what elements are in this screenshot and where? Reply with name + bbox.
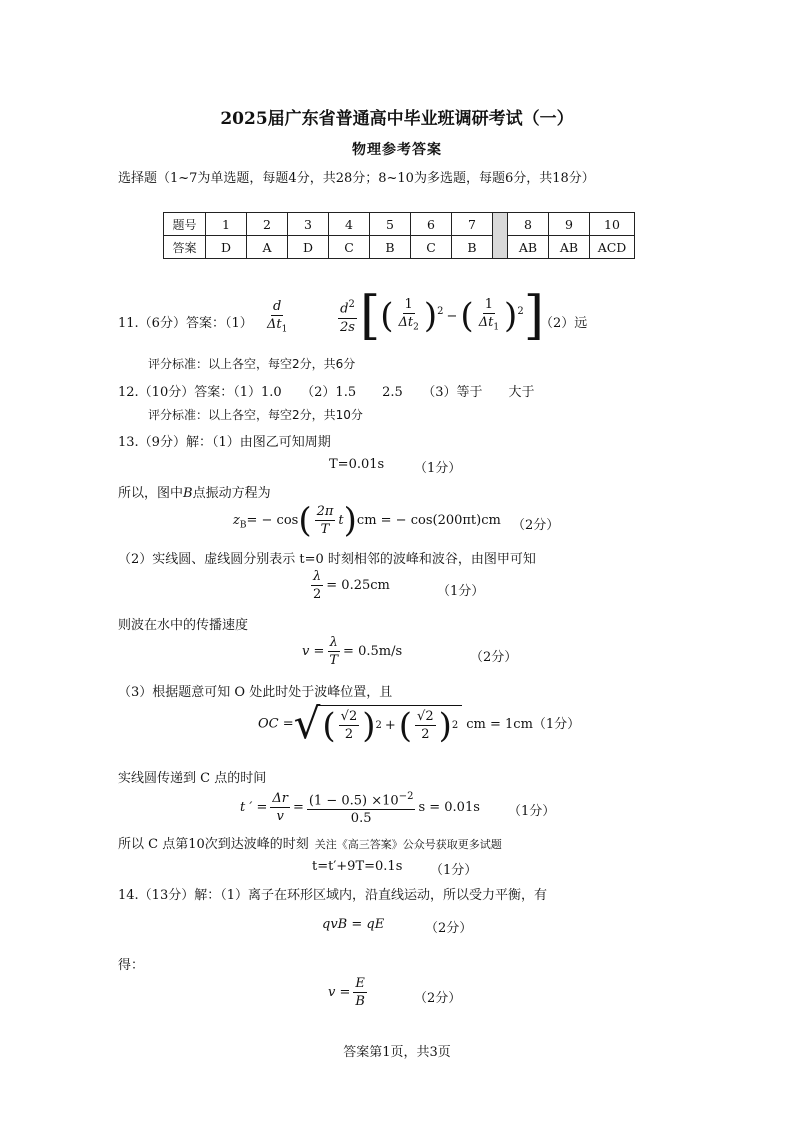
page-footer: 答案第1页，共3页 <box>343 1045 451 1060</box>
table-row-numbers <box>164 213 635 236</box>
table-cell: 9 <box>549 213 590 236</box>
q13-line-3: （2）实线圆、虚线圆分别表示 t=0 时刻相邻的波峰和波谷，由图甲可知 <box>118 552 536 567</box>
q13-line-2: 所以，图中B点振动方程为 <box>118 486 271 501</box>
q11-part2: （2）远 <box>540 316 588 331</box>
table-cell: 5 <box>370 213 411 236</box>
q13-total-time: t=t′+9T=0.1s <box>312 859 403 874</box>
q13-score-4: （2分） <box>470 650 518 665</box>
q13-score-1: （1分） <box>414 461 462 476</box>
q13-line-4: 则波在水中的传播速度 <box>118 618 249 633</box>
table-cell: B <box>370 236 411 259</box>
row-label-ans: 答案 <box>164 236 206 259</box>
table-cell: C <box>411 236 452 259</box>
table-row-answers <box>164 236 635 259</box>
q14-score-1: （2分） <box>425 921 473 936</box>
table-cell: ACD <box>590 236 635 259</box>
q11-formula-2: $\frac{d^2}{2s}$ [( $\frac{1}{\Delta t_2}$ )$^2$ −( $\frac{1}{\Delta t_1}$ )$^2$] <box>340 286 544 346</box>
table-cell: C <box>329 236 370 259</box>
q13-line-7: 所以 C 点第10次到达波峰的时刻 关注《高三答案》公众号获取更多试题 <box>118 837 502 852</box>
q12-criteria: 评分标准：以上各空，每空2分，共10分 <box>148 408 363 422</box>
table-cell: 10 <box>590 213 635 236</box>
table-cell: 8 <box>508 213 549 236</box>
q14-force-balance: qvB = qE <box>322 917 385 932</box>
q13-score-5: （1分） <box>508 804 556 819</box>
q13-score-2: （2分） <box>512 518 560 533</box>
q13-score-3: （1分） <box>437 584 485 599</box>
q14-line-1: 14.（13分）解：（1）离子在环形区域内，沿直线运动，所以受力平衡，有 <box>118 888 547 903</box>
intro-text: 选择题（1~7为单选题，每题4分，共28分；8~10为多选题，每题6分，共18分） <box>118 171 595 186</box>
q11-criteria: 评分标准：以上各空，每空2分，共6分 <box>148 357 356 371</box>
table-cell: 1 <box>206 213 247 236</box>
q12-answer: 12.（10分）答案：（1）1.0 （2）1.5 2.5 （3）等于 大于 <box>118 385 535 400</box>
table-cell: 3 <box>288 213 329 236</box>
q13-line-5: （3）根据题意可知 O 处此时处于波峰位置，且 <box>118 685 393 700</box>
table-cell: AB <box>549 236 590 259</box>
q11-fraction-1: $\frac{d}{\Delta t_1}$ <box>267 299 288 335</box>
table-cell: D <box>288 236 329 259</box>
q13-v-equation: v = $\frac{\lambda}{T}$ = 0.5m/s <box>302 635 403 668</box>
table-cell: 2 <box>247 213 288 236</box>
q11-prefix: 11.（6分）答案：（1） <box>118 316 253 331</box>
page-subtitle: 物理参考答案 <box>352 142 442 158</box>
table-cell: 4 <box>329 213 370 236</box>
answer-table <box>163 212 635 259</box>
q13-zb-equation: $z_B= - \cos$( $\frac{2\pi}{T}$ t)cm = − cos(200πt)cm <box>233 500 501 541</box>
q13-oc-equation: OC = √ ( $\frac{√2}{2}$ ) 2 + ( $\frac{√2}{2}$ ) 2 cm = 1cm（1分） <box>258 699 581 748</box>
q13-line-1: 13.（9分）解：（1）由图乙可知周期 <box>118 435 331 450</box>
table-gap <box>493 213 508 259</box>
table-cell: A <box>247 236 288 259</box>
page-title: 2025届广东省普通高中毕业班调研考试（一） <box>220 109 574 129</box>
q13-lambda-equation: $\frac{\lambda}{2}$ = 0.25cm <box>313 569 390 602</box>
q14-score-2: （2分） <box>414 991 462 1006</box>
q14-de: 得： <box>118 958 145 973</box>
table-cell: B <box>452 236 493 259</box>
table-cell: AB <box>508 236 549 259</box>
q14-v-equation: v = $\frac{E}{B}$ <box>328 976 365 1009</box>
row-label-num: 题号 <box>164 213 206 236</box>
table-cell: D <box>206 236 247 259</box>
table-cell: 7 <box>452 213 493 236</box>
q13-score-6: （1分） <box>430 863 478 878</box>
q13-tprime-equation: t ′ = $\frac{\Delta r}{v}$ = $\frac{(1 - 0.5) \times 10^{-2}}{0.5}$ s = 0.01s <box>240 788 480 827</box>
q13-line-6: 实线圆传递到 C 点的时间 <box>118 771 267 786</box>
table-cell: 6 <box>411 213 452 236</box>
q13-period: T=0.01s <box>329 457 385 472</box>
